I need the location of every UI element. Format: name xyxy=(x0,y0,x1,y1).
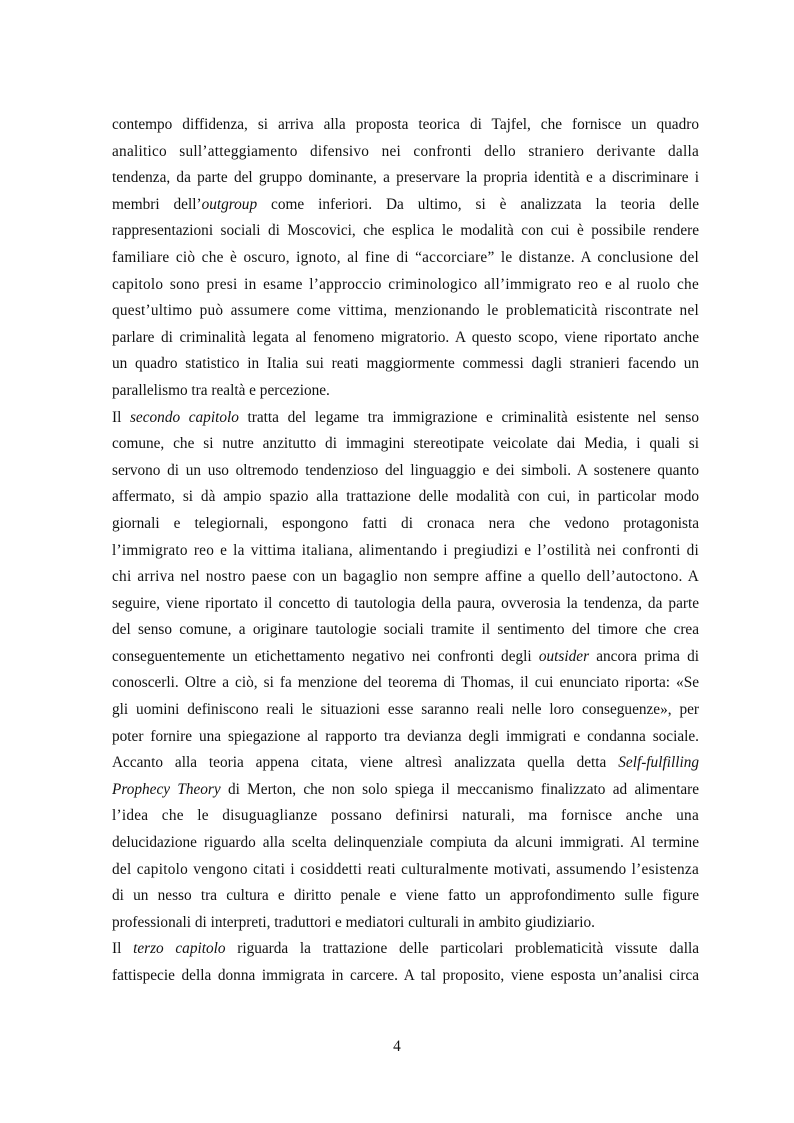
text-run: conseguentemente un etichettamento negativo nei confronti degli xyxy=(112,647,539,665)
italic-term: outsider xyxy=(538,647,590,665)
text-line: di un nesso tra cultura e diritto penale e viene fatto un approfondimento sulle figure xyxy=(112,887,699,905)
text-line xyxy=(112,405,699,432)
italic-term: secondo capitolo xyxy=(129,408,239,426)
page-number: 4 xyxy=(393,1038,401,1055)
text-line: tendenza, da parte del gruppo dominante, a preservare la propria identità e a discriminare i xyxy=(112,169,699,187)
text-line: capitolo sono presi in esame l’approccio criminologico all’immigrato reo e al ruolo che xyxy=(112,275,699,293)
text-run: membri dell’ xyxy=(112,195,202,213)
text-line xyxy=(112,644,699,671)
italic-term: terzo capitolo xyxy=(133,940,226,958)
text-line: quest’ultimo può assumere come vittima, menzionando le problematicità riscontrate nel xyxy=(112,302,699,320)
text-line: delucidazione riguardo alla scelta delinquenziale compiuta da alcuni immigrati. Al termine xyxy=(112,834,699,852)
italic-term: Prophecy Theory xyxy=(112,780,221,798)
text-run: di Merton, che non solo spiega il meccanismo finalizzato ad alimentare xyxy=(220,780,699,798)
summary-paragraph-2 xyxy=(112,405,699,937)
text-line: parlare di criminalità legata al fenomeno migratorio. A questo scopo, viene riportato anche xyxy=(112,328,699,346)
text-line: rappresentazioni sociali di Moscovici, che esplica le modalità con cui è possibile rendere xyxy=(112,222,699,240)
text-line xyxy=(112,750,699,777)
text-line: l’idea che le disuguaglianze possano definirsi naturali, ma fornisce anche una xyxy=(112,807,699,825)
summary-paragraph-1 xyxy=(112,112,699,405)
text-line: poter fornire una spiegazione al rapporto tra devianza degli immigrati e condanna sociale. xyxy=(112,727,699,745)
text-line: parallelismo tra realtà e percezione. xyxy=(112,381,330,399)
text-line: comune, che si nutre anzitutto di immagini stereotipate veicolate dai Media, i quali si xyxy=(112,435,699,453)
text-line: del capitolo vengono citati i cosiddetti reati culturalmente motivati, assumendo l’esistenza xyxy=(112,860,699,878)
text-line: professionali di interpreti, traduttori e mediatori culturali in ambito giudiziario. xyxy=(112,913,595,931)
text-run: come inferiori. Da ultimo, si è analizzata la teoria delle xyxy=(257,195,699,213)
text-line: chi arriva nel nostro paese con un bagaglio non sempre affine a quello dell’autoctono. A xyxy=(112,568,699,586)
italic-term: Self-fulfilling xyxy=(618,754,699,772)
text-line: del senso comune, a originare tautologie sociali tramite il sentimento del timore che crea xyxy=(112,621,699,639)
text-line: affermato, si dà ampio spazio alla trattazione delle modalità con cui, in particolar modo xyxy=(112,488,699,506)
text-line: servono di un uso oltremodo tendenzioso del linguaggio e dei simboli. A sostenere quanto xyxy=(112,461,699,479)
italic-term: outgroup xyxy=(201,195,258,213)
summary-paragraph-3 xyxy=(112,936,699,989)
text-line xyxy=(112,192,699,219)
text-line: giornali e telegiornali, espongono fatti di cronaca nera che vedono protagonista xyxy=(112,514,699,532)
text-line: gli uomini definiscono reali le situazioni esse saranno reali nelle loro conseguenze», per xyxy=(112,701,699,719)
text-run: riguarda la trattazione delle particolari problematicità vissute dalla xyxy=(225,940,699,958)
text-line xyxy=(112,777,699,804)
text-line xyxy=(112,936,699,963)
text-run: ancora prima di xyxy=(589,647,700,665)
text-run: tratta del legame tra immigrazione e criminalità esistente nel senso xyxy=(238,408,699,426)
text-run: Il xyxy=(112,408,130,426)
document-body xyxy=(112,112,699,990)
text-line: un quadro statistico in Italia sui reati maggiormente commessi dagli stranieri facendo un xyxy=(112,355,699,373)
text-line: seguire, viene riportato il concetto di tautologia della paura, ovverosia la tendenza, da parte xyxy=(112,594,699,612)
text-line: analitico sull’atteggiamento difensivo nei confronti dello straniero derivante dalla xyxy=(112,142,699,160)
text-line: familiare ciò che è oscuro, ignoto, al fine di “accorciare” le distanze. A conclusione del xyxy=(112,248,699,266)
text-line: fattispecie della donna immigrata in carcere. A tal proposito, viene esposta un’analisi circa xyxy=(112,967,699,984)
text-run: Il xyxy=(112,940,134,958)
text-line: contempo diffidenza, si arriva alla proposta teorica di Tajfel, che fornisce un quadro xyxy=(112,116,699,133)
text-line: l’immigrato reo e la vittima italiana, alimentando i pregiudizi e l’ostilità nei confronti di xyxy=(112,541,699,559)
text-line: conoscerli. Oltre a ciò, si fa menzione del teorema di Thomas, il cui enunciato riporta: «Se xyxy=(112,674,699,692)
text-run: Accanto alla teoria appena citata, viene altresì analizzata quella detta xyxy=(112,754,619,772)
